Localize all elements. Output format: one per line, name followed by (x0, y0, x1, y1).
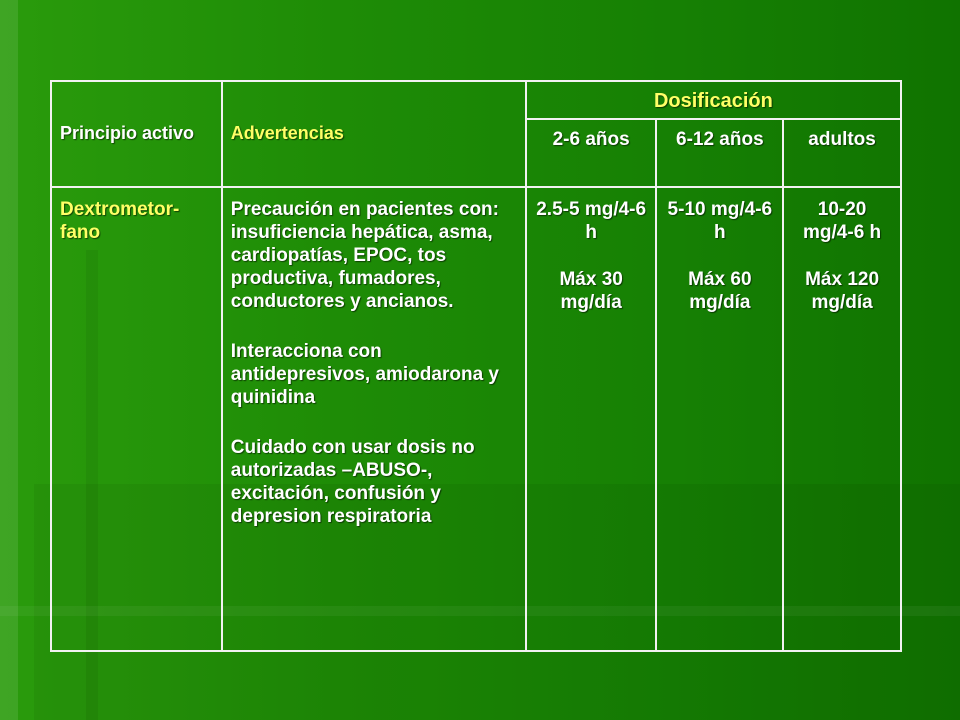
dose-max: Máx 60 mg/día (688, 269, 752, 313)
warning-interaction: Interacciona con antidepresivos, amiodarona y quinidina (230, 341, 499, 408)
header-principio-activo: Principio activo (51, 81, 222, 187)
header-dosificacion: Dosificación (526, 81, 901, 119)
warning-precaution: Precaución en pacientes con: insuficiencia hepática, asma, cardiopatías, EPOC, tos productiva, fumadores, conductores y ancianos. (230, 199, 499, 312)
dose-cell-6-12 (656, 187, 783, 651)
drug-row (51, 187, 901, 651)
dose-value: 2.5-5 mg/4-6 h (536, 199, 647, 243)
warnings-cell (222, 187, 526, 651)
header-row (51, 81, 901, 119)
header-age-2-6: 2-6 años (526, 119, 657, 187)
dose-value: 10-20 mg/4-6 h (803, 199, 882, 243)
dose-cell-2-6 (526, 187, 657, 651)
header-advertencias: Advertencias (222, 81, 526, 187)
dose-cell-adultos (783, 187, 901, 651)
dose-max: Máx 120 mg/día (805, 269, 880, 313)
header-age-6-12: 6-12 años (656, 119, 783, 187)
dose-max: Máx 30 mg/día (559, 269, 623, 313)
warning-abuse: Cuidado con usar dosis no autorizadas –ABUSO-, excitación, confusión y depresion respiratoria (230, 437, 475, 527)
drug-name: Dextrometor-fano (51, 187, 222, 651)
dosage-table (50, 80, 902, 652)
header-age-adultos: adultos (783, 119, 901, 187)
dose-value: 5-10 mg/4-6 h (667, 199, 773, 243)
